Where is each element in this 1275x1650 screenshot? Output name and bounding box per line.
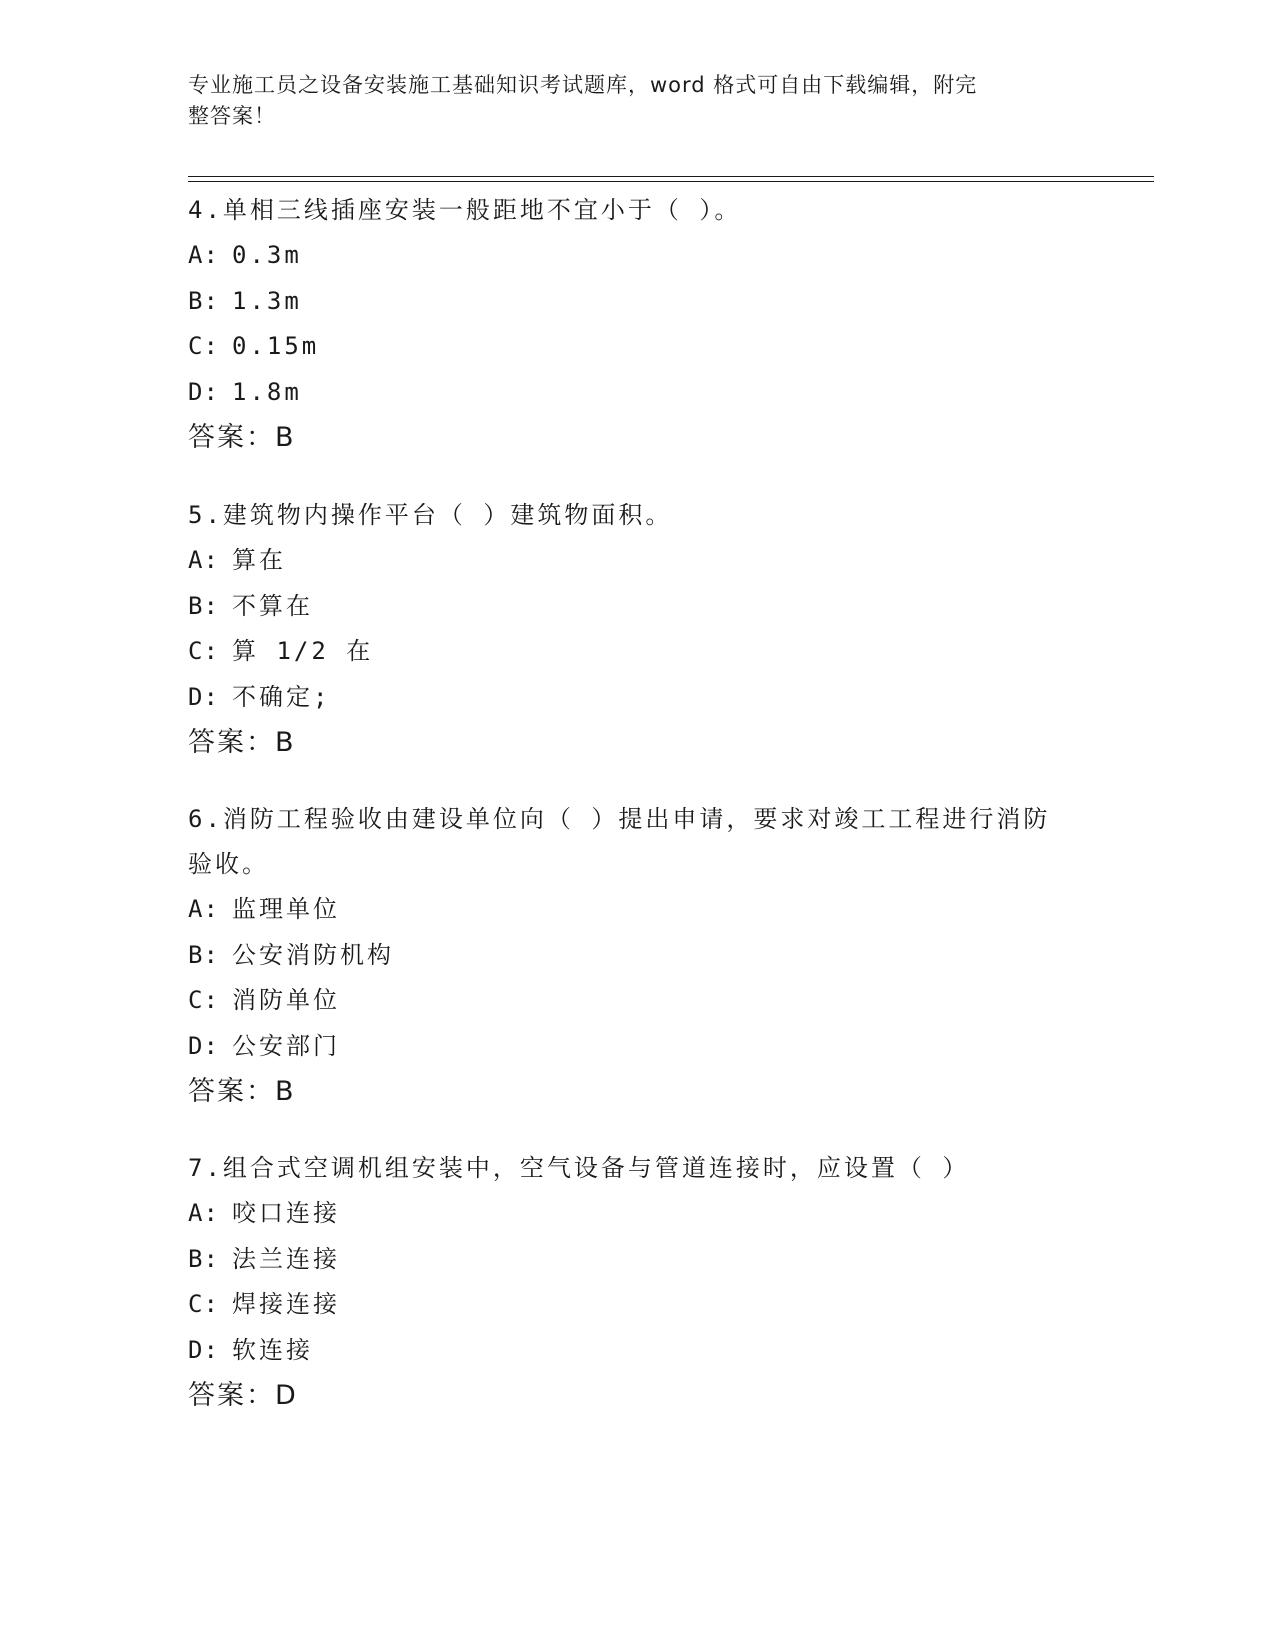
option-a [188,887,1068,933]
option-letter: B: [188,940,219,969]
header-divider-bottom [188,181,1154,182]
question-6 [188,797,1068,1114]
option-text: 法兰连接 [232,1244,340,1273]
option-d [188,1024,1068,1070]
option-letter: C: [188,637,219,665]
option-letter: A: [188,895,219,923]
option-text: 1.8m [232,377,302,406]
option-text: 不算在 [232,591,313,620]
option-text: 1.3m [232,286,302,315]
option-letter: D: [188,1031,219,1060]
question-5 [188,493,1088,765]
option-text: 咬口连接 [232,1199,340,1227]
question-stem: 6.消防工程验收由建设单位向（ ）提出申请，要求对竣工工程进行消防验收。 [188,805,1051,878]
option-c [188,324,1088,370]
option-b [188,933,1068,979]
option-c [188,629,1088,675]
document-header [188,70,1068,132]
option-b [188,584,1088,630]
option-text: 软连接 [232,1335,313,1364]
answer: 答案：D [188,1380,298,1411]
option-a [188,233,1088,279]
option-b [188,279,1088,325]
option-letter: A: [188,241,219,269]
question-4 [188,188,1088,460]
option-letter: A: [188,1199,219,1227]
option-letter: B: [188,591,219,620]
option-letter: C: [188,1290,219,1318]
answer: 答案：B [188,727,296,758]
question-7 [188,1146,1088,1418]
option-a [188,1191,1088,1237]
option-letter: B: [188,286,219,315]
option-text: 消防单位 [232,986,340,1014]
option-letter: D: [188,682,219,711]
option-c [188,1282,1088,1328]
option-letter: A: [188,546,219,574]
answer: 答案：B [188,1076,296,1107]
answer: 答案：B [188,422,296,453]
option-text: 算 1/2 在 [232,637,374,665]
option-text: 不确定; [232,682,331,711]
header-line-1: 专业施工员之设备安装施工基础知识考试题库，word 格式可自由下载编辑，附完 [188,73,978,97]
option-letter: C: [188,986,219,1014]
option-b [188,1237,1088,1283]
option-d [188,1328,1088,1374]
header-divider-top [188,176,1154,177]
option-letter: C: [188,332,219,360]
option-d [188,370,1088,416]
option-d [188,675,1088,721]
option-text: 0.3m [232,241,302,269]
option-text: 焊接连接 [232,1290,340,1318]
option-text: 公安消防机构 [232,940,394,969]
header-line-2: 整答案！ [188,104,276,128]
option-c [188,978,1068,1024]
option-text: 算在 [232,546,286,574]
option-letter: D: [188,377,219,406]
question-stem: 5.建筑物内操作平台（ ）建筑物面积。 [188,501,673,529]
option-text: 公安部门 [232,1031,340,1060]
option-letter: B: [188,1244,219,1273]
option-letter: D: [188,1335,219,1364]
question-stem: 7.组合式空调机组安装中，空气设备与管道连接时，应设置（ ） [188,1154,970,1182]
option-text: 监理单位 [232,895,340,923]
question-stem: 4.单相三线插座安装一般距地不宜小于（ ）。 [188,196,742,224]
option-text: 0.15m [232,332,320,360]
option-a [188,538,1088,584]
